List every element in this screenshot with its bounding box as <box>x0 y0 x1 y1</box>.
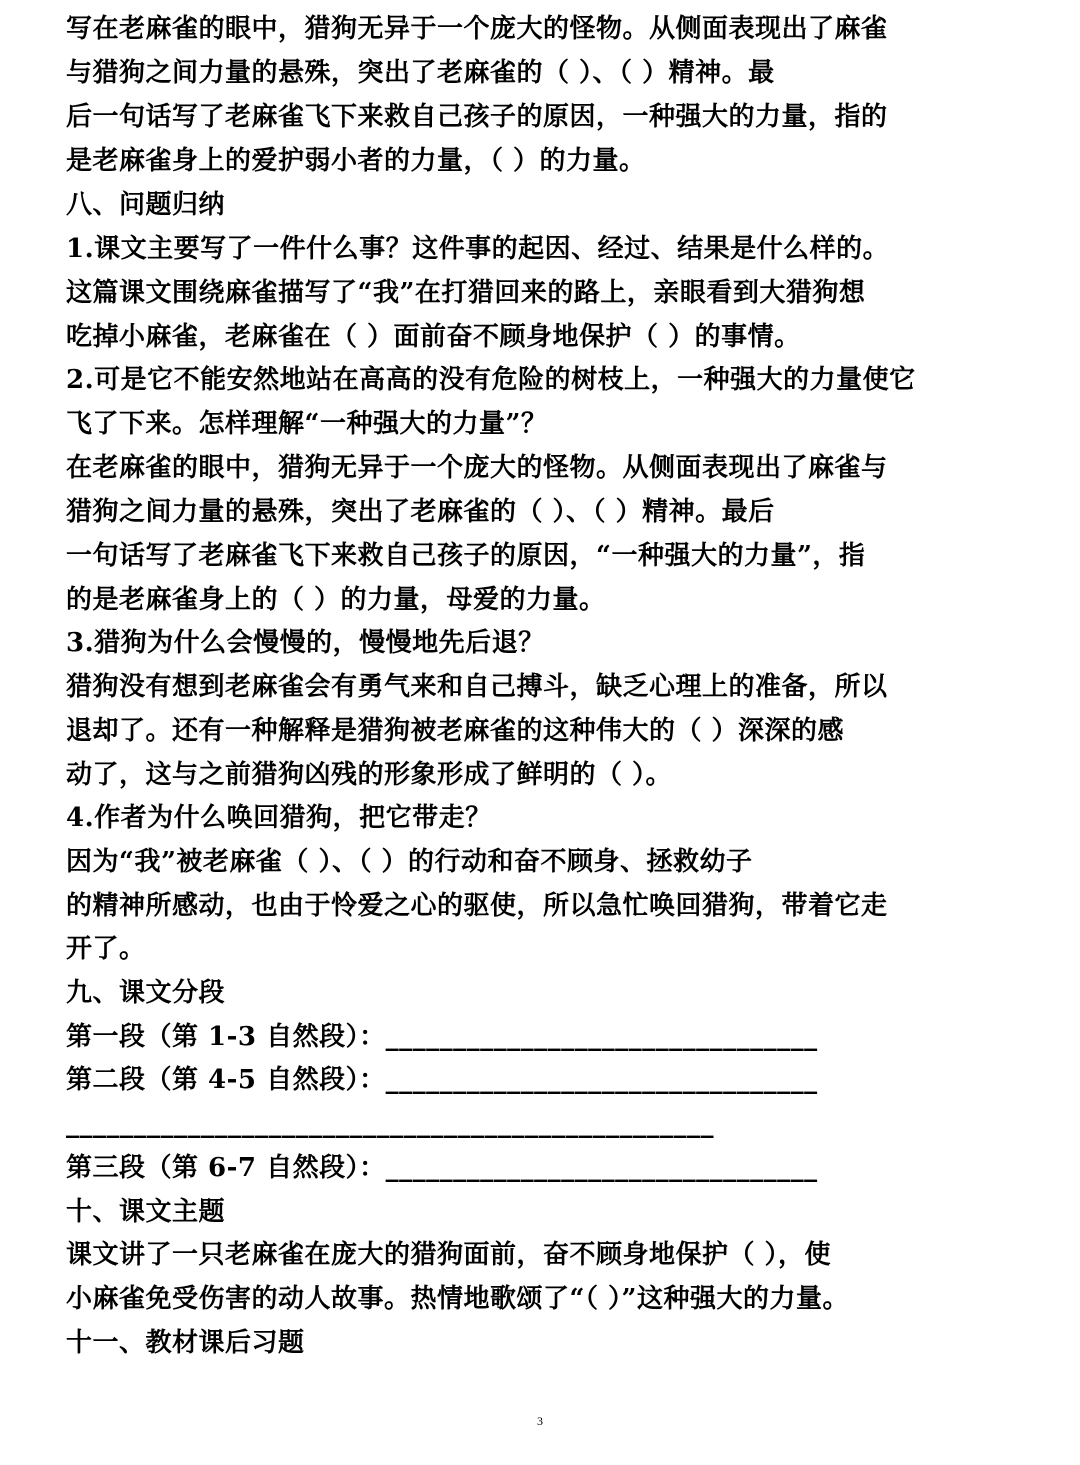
section-heading: 九、课文分段 <box>66 978 226 1008</box>
text-line: 这篇课文围绕麻雀描写了“我”在打猎回来的路上，亲眼看到大猎狗想 <box>66 278 866 308</box>
section-heading: 八、问题归纳 <box>66 190 226 220</box>
text-line: 的精神所感动，也由于怜爱之心的驱使，所以急忙唤回猎狗，带着它走 <box>66 891 888 921</box>
blank-line: ________________________________________________ <box>66 1109 714 1139</box>
text-line: 与猎狗之间力量的悬殊，突出了老麻雀的（ ）、（ ）精神。最 <box>66 58 775 88</box>
text-line: 因为“我”被老麻雀（ ）、（ ）的行动和奋不顾身、拯救幼子 <box>66 847 753 877</box>
question: 3.猎狗为什么会慢慢的，慢慢地先后退？ <box>66 628 545 658</box>
page-number: 3 <box>537 1414 543 1428</box>
text-line: 猎狗之间力量的悬殊，突出了老麻雀的（ ）、（ ）精神。最后 <box>66 497 775 527</box>
text-line: 飞了下来。怎样理解“一种强大的力量”？ <box>66 409 548 439</box>
text-line: 开了。 <box>66 934 146 964</box>
question: 2.可是它不能安然地站在高高的没有危险的树枝上，一种强大的力量使它 <box>66 365 916 395</box>
text-line: 后一句话写了老麻雀飞下来救自己孩子的原因，一种强大的力量，指的 <box>66 102 888 132</box>
text-line: 写在老麻雀的眼中，猎狗无异于一个庞大的怪物。从侧面表现出了麻雀 <box>66 14 888 44</box>
text-line: 课文讲了一只老麻雀在庞大的猎狗面前，奋不顾身地保护（ ），使 <box>66 1240 832 1270</box>
text-line: 一句话写了老麻雀飞下来救自己孩子的原因，“一种强大的力量”，指 <box>66 541 866 571</box>
text-line: 吃掉小麻雀，老麻雀在（ ）面前奋不顾身地保护（ ）的事情。 <box>66 322 801 352</box>
question: 1.课文主要写了一件什么事？这件事的起因、经过、结果是什么样的。 <box>66 234 890 264</box>
segment-line: 第三段（第 6-7 自然段）：________________________________ <box>66 1153 818 1183</box>
text-line: 小麻雀免受伤害的动人故事。热情地歌颂了“（ ）”这种强大的力量。 <box>66 1284 849 1314</box>
text-line: 退却了。还有一种解释是猎狗被老麻雀的这种伟大的（ ）深深的感 <box>66 716 845 746</box>
text-line: 在老麻雀的眼中，猎狗无异于一个庞大的怪物。从侧面表现出了麻雀与 <box>66 453 888 483</box>
text-line: 的是老麻雀身上的（ ）的力量，母爱的力量。 <box>66 585 606 615</box>
segment-line: 第一段（第 1-3 自然段）：________________________________ <box>66 1022 818 1052</box>
section-heading: 十一、教材课后习题 <box>66 1328 305 1358</box>
text-line: 动了，这与之前猎狗凶残的形象形成了鲜明的（ ）。 <box>66 760 673 790</box>
question: 4.作者为什么唤回猎狗，把它带走？ <box>66 803 492 833</box>
segment-line: 第二段（第 4-5 自然段）：________________________________ <box>66 1065 818 1095</box>
text-line: 猎狗没有想到老麻雀会有勇气来和自己搏斗，缺乏心理上的准备，所以 <box>66 672 888 702</box>
section-heading: 十、课文主题 <box>66 1197 226 1227</box>
text-line: 是老麻雀身上的爱护弱小者的力量，（ ）的力量。 <box>66 146 646 176</box>
